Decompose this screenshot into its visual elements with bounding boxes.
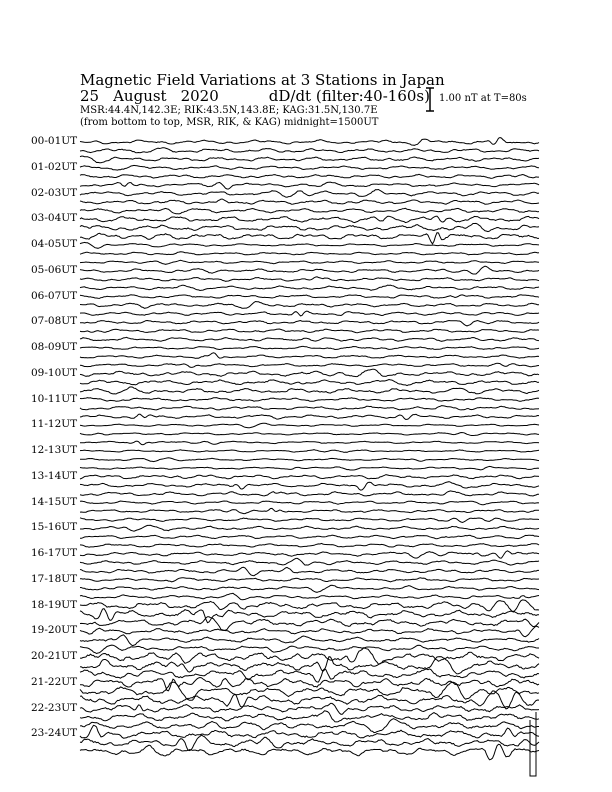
- trace-kag: [80, 346, 539, 349]
- hour-label: 18-19UT: [31, 598, 78, 611]
- trace-msr: [80, 208, 539, 214]
- trace-kag: [80, 648, 539, 664]
- station-coordinates: MSR:44.4N,142.3E; RIK:43.5N,143.8E; KAG:31.5N,130.7E: [80, 105, 378, 116]
- trace-kag: [80, 242, 539, 248]
- scale-bar: [426, 88, 434, 111]
- hour-label: 22-23UT: [31, 701, 78, 714]
- trace-msr: [80, 491, 539, 496]
- trace-msr: [80, 617, 539, 631]
- trace-kag: [80, 165, 539, 170]
- hour-label: 08-09UT: [31, 341, 78, 353]
- trace-kag: [80, 525, 539, 531]
- hour-label: 02-03UT: [31, 186, 78, 199]
- trace-msr: [80, 669, 539, 682]
- trace-msr: [80, 543, 539, 547]
- quantity-label: dD/dt: [268, 87, 312, 105]
- hour-label: 00-01UT: [31, 135, 78, 147]
- trace-rik: [80, 223, 539, 231]
- trace-kag: [80, 600, 539, 612]
- hour-label: 21-22UT: [31, 675, 78, 688]
- trace-rik: [80, 458, 539, 462]
- trace-msr: [80, 337, 539, 341]
- hour-label: 20-21UT: [31, 650, 78, 662]
- hour-label: 05-06UT: [31, 263, 78, 276]
- trace-rik: [80, 329, 539, 333]
- hour-label: 17-18UT: [31, 572, 78, 585]
- trace-rik: [80, 277, 539, 282]
- trace-rik: [80, 585, 539, 592]
- trace-msr: [80, 387, 539, 394]
- trace-kag: [80, 501, 539, 505]
- filter-label: (filter:40-160s): [315, 87, 430, 105]
- trace-msr: [80, 518, 539, 523]
- trace-rik: [80, 635, 539, 646]
- trace-msr: [80, 593, 539, 600]
- trace-kag: [80, 475, 539, 479]
- trace-msr: [80, 311, 539, 316]
- trace-msr: [80, 260, 539, 264]
- hour-label: 15-16UT: [31, 521, 78, 534]
- trace-rik: [80, 433, 539, 436]
- trace-msr: [80, 466, 539, 470]
- hour-label: 11-12UT: [31, 418, 78, 431]
- trace-kag: [80, 678, 539, 691]
- trace-rik: [80, 406, 539, 410]
- midnight-note: midnight=1500UT: [283, 117, 379, 128]
- trace-kag: [80, 423, 539, 428]
- trace-kag: [80, 266, 539, 274]
- hour-label: 12-13UT: [31, 444, 78, 456]
- trace-rik: [80, 252, 539, 255]
- trace-msr: [80, 285, 539, 290]
- trace-rik: [80, 535, 539, 539]
- trace-rik: [80, 302, 539, 309]
- trace-kag: [80, 551, 539, 558]
- station-order-note: (from bottom to top, MSR, RIK, & KAG): [80, 117, 281, 128]
- date-day: 25: [80, 87, 100, 105]
- hour-label: 06-07UT: [31, 289, 78, 302]
- trace-group: [80, 138, 539, 777]
- trace-rik: [80, 482, 539, 490]
- trace-kag: [80, 138, 539, 146]
- date-year: 2020: [180, 87, 219, 105]
- trace-msr: [80, 182, 539, 189]
- trace-msr: [80, 363, 539, 367]
- trace-rik: [80, 558, 539, 565]
- trace-rik: [80, 199, 539, 204]
- trace-kag: [80, 190, 539, 198]
- hour-label: 16-17UT: [31, 547, 78, 559]
- trace-rik: [80, 148, 539, 153]
- trace-kag: [80, 703, 539, 714]
- trace-kag: [80, 578, 539, 582]
- trace-msr: [80, 567, 539, 575]
- trace-kag: [80, 216, 539, 223]
- hour-label: 13-14UT: [31, 469, 78, 482]
- trace-rik: [80, 353, 539, 359]
- hour-label: 01-02UT: [31, 160, 78, 173]
- trace-rik: [80, 711, 539, 722]
- trace-kag: [80, 450, 539, 453]
- trace-msr: [80, 156, 539, 163]
- trace-rik: [80, 380, 539, 386]
- date-month: August: [113, 87, 167, 105]
- trace-rik: [80, 508, 539, 513]
- trace-kag: [80, 369, 539, 376]
- hour-label: 14-15UT: [31, 495, 78, 508]
- trace-kag: [80, 321, 539, 326]
- trace-msr: [80, 233, 539, 244]
- trace-kag: [80, 295, 539, 299]
- trace-kag: [80, 398, 539, 402]
- hour-label: 19-20UT: [31, 624, 78, 637]
- hour-label: 23-24UT: [31, 727, 78, 740]
- hour-label: 09-10UT: [31, 366, 78, 379]
- hour-label: 10-11UT: [31, 392, 78, 405]
- hour-label: 07-08UT: [31, 315, 78, 328]
- trace-rik: [80, 609, 539, 623]
- trace-rik: [80, 174, 539, 178]
- trace-kag: [80, 626, 539, 637]
- trace-msr: [80, 719, 539, 733]
- scale-bar-label: 1.00 nT at T=80s: [439, 93, 527, 104]
- trace-msr: [80, 414, 539, 419]
- trace-msr: [80, 744, 539, 760]
- trace-msr: [80, 441, 539, 445]
- hour-label: 04-05UT: [31, 238, 78, 250]
- chart-title: Magnetic Field Variations at 3 Stations in Japan: [80, 71, 445, 89]
- hour-label: 03-04UT: [31, 212, 78, 225]
